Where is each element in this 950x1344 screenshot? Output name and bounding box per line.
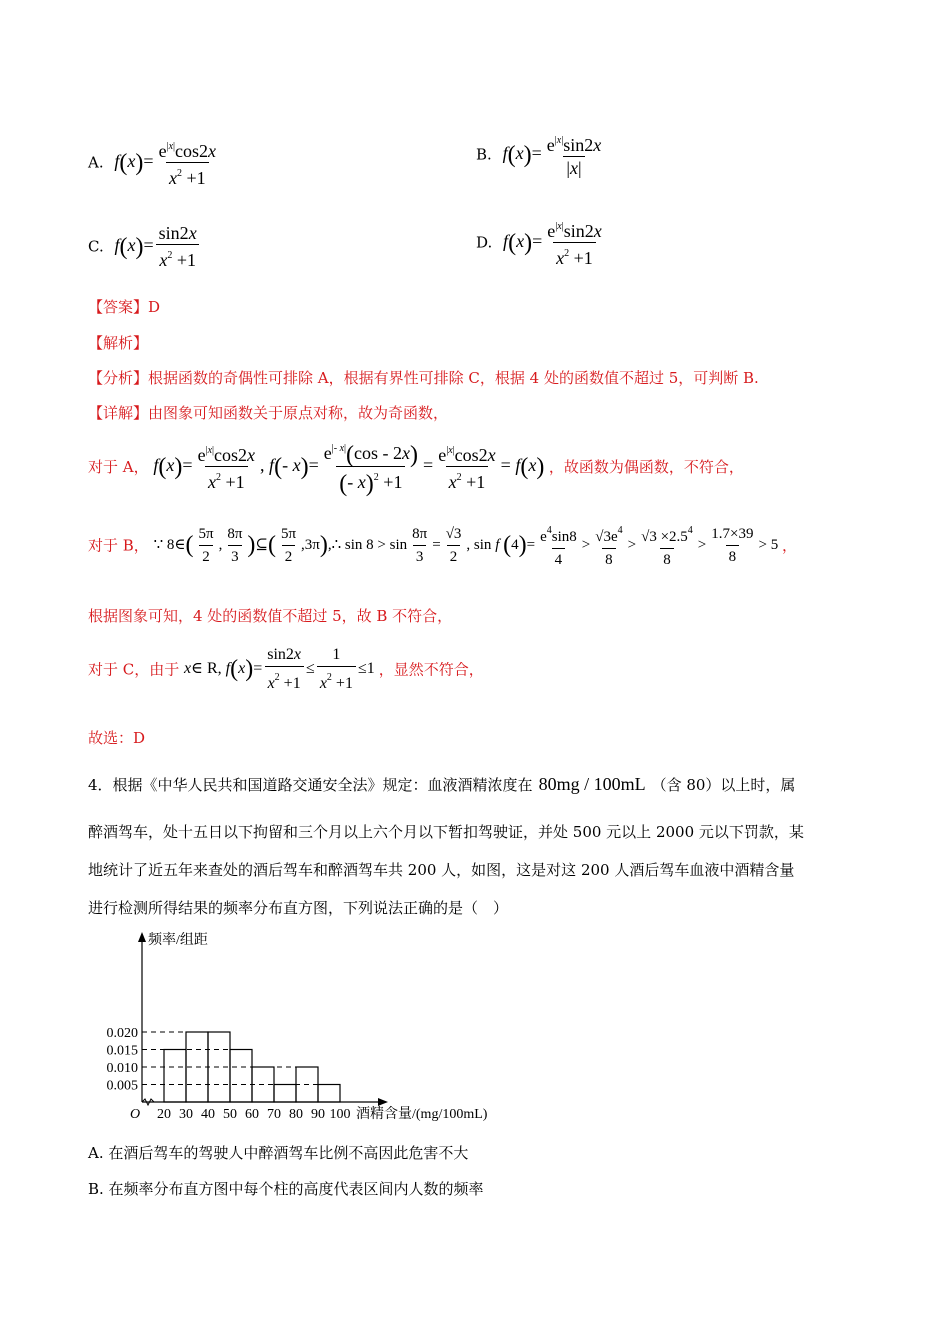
- histogram-bar: [318, 1085, 340, 1103]
- option-b: B. f(x)= $\frac{e^{|x|}\sin 2x}{|x|}$: [476, 135, 602, 178]
- line-b2: 根据图象可知，4 处的函数值不超过 5，故 B 不符合，: [88, 607, 453, 625]
- q4-line3: 地统计了近五年来查处的酒后驾车和醉酒驾车共 200 人，如图，这是对这 200 人酒后驾车血液中酒精含量: [88, 861, 795, 879]
- q4-line4: 进行检测所得结果的频率分布直方图，下列说法正确的是（ ）: [88, 899, 509, 917]
- x-tick-label: 100: [329, 1107, 351, 1122]
- x-axis-arrow: [378, 1098, 388, 1106]
- x-tick-label: 40: [201, 1107, 215, 1122]
- x-tick-label: 20: [157, 1107, 171, 1122]
- y-axis-arrow: [138, 932, 146, 942]
- x-tick-label: 80: [289, 1107, 303, 1122]
- y-tick-label: 0.005: [106, 1078, 138, 1094]
- line-a-prefix: 对于 A，: [88, 458, 149, 477]
- option-d-letter: D.: [476, 233, 493, 252]
- answer-line: [88, 296, 160, 317]
- line-a: [88, 438, 744, 495]
- option-a-fn: f: [114, 150, 120, 171]
- xiangjie-label: 【详解】: [88, 404, 149, 422]
- fenxi-line: [88, 367, 759, 388]
- q4-limit: 80mg / 100mL: [538, 774, 646, 794]
- option-b-letter: B.: [476, 145, 492, 164]
- line-b-math: ∵ 8∈( $\frac{5\pi}{2}$ , $\frac{8\pi}{3}$ )⊆( $\frac{5\pi}{2}$ ,3π),∴ sin 8 > sin $\frac{8\pi}{3}$ = $\frac{√3}{2}$ , sin f (4)= $\frac{e^4\sin 8}{4}$ > $\frac{√3e^4}{8}$ > $\frac{√3 \times 2.5^4}{8}$ > $\frac{1.7\times 39}{8}$ > 5: [154, 537, 782, 553]
- option-c-letter: C.: [88, 237, 104, 256]
- option-d: D. f(x)= $\frac{e^{|x|}\sin 2x}{x^2 +1}$: [476, 221, 602, 268]
- q4-line2: 醉酒驾车，处十五日以下拘留和三个月以上六个月以下暂扣驾驶证，并处 500 元以上 2000 元以下罚款，某: [88, 823, 804, 841]
- fenxi-text: 根据函数的奇偶性可排除 A，根据有界性可排除 C，根据 4 处的函数值不超过 5，可判断 B.: [148, 369, 759, 387]
- x-tick-label: 50: [223, 1107, 237, 1122]
- histogram-bar: [164, 1050, 186, 1103]
- choose-line: 故选：D: [88, 729, 146, 747]
- q4-option-b: B. 在频率分布直方图中每个柱的高度代表区间内人数的频率: [88, 1180, 484, 1198]
- x-tick-label: 30: [179, 1107, 193, 1122]
- line-a-suffix: ，故函数为偶函数，不符合，: [548, 458, 744, 477]
- x-tick-label: 70: [267, 1107, 281, 1122]
- line-a-math: f(x)= $\frac{e^{|x|}\cos 2x}{x^2 +1}$ , f(- x)= $\frac{e^{|- x|}(\cos - 2x)}{(- x)^2 +1}$ = $\frac{e^{|x|}\cos 2x}{x^2 +1}$ = f(x): [153, 442, 545, 497]
- line-c-math: x∈ R, f(x)= $\frac{\sin 2x}{x^2 +1}$ ≤ $\frac{1}{x^2 +1}$ ≤1: [184, 660, 379, 677]
- line-c-prefix: 对于 C，由于: [88, 660, 180, 679]
- q4-line1: 4．根据《中华人民共和国道路交通安全法》规定：血液酒精浓度在 80mg / 100mL （含 80）以上时，属: [88, 774, 796, 794]
- line-b-suffix: ，: [781, 536, 797, 555]
- histogram-bar: [274, 1085, 296, 1103]
- line-c-suffix: ，显然不符合，: [378, 660, 484, 679]
- y-tick-label: 0.010: [106, 1061, 138, 1076]
- xiangjie-line: [88, 402, 448, 423]
- line-c: [88, 644, 484, 695]
- answer-label: 【答案】: [88, 298, 149, 316]
- answer-value: D: [148, 298, 161, 316]
- histogram-bar: [230, 1050, 252, 1103]
- x-tick-label: 90: [311, 1107, 325, 1122]
- analysis-label: 【解析】: [88, 334, 149, 352]
- line-b-prefix: 对于 B，: [88, 536, 149, 555]
- option-c: C. f(x)= $\frac{\sin 2x}{x^2 +1}$: [88, 222, 202, 271]
- line-b: [88, 520, 797, 571]
- q4-option-a: A. 在酒后驾车的驾驶人中醉酒驾车比例不高因此危害不大: [88, 1144, 469, 1162]
- option-a: A. f(x)= $\frac{e^{|x|}\cos 2x}{x^2 +1}$: [88, 141, 217, 188]
- option-a-letter: A.: [88, 153, 104, 172]
- origin-label: O: [130, 1107, 141, 1122]
- histogram-chart: [90, 928, 560, 1128]
- y-tick-label: 0.020: [106, 1026, 138, 1041]
- y-axis-label: 频率/组距: [148, 933, 208, 948]
- x-axis-label: 酒精含量/(mg/100mL): [356, 1107, 488, 1122]
- q4-number: 4．: [88, 776, 113, 794]
- x-tick-label: 60: [245, 1107, 259, 1122]
- fenxi-label: 【分析】: [88, 369, 149, 387]
- xiangjie-text: 由图象可知函数关于原点对称，故为奇函数，: [148, 404, 449, 422]
- y-tick-label: 0.015: [106, 1043, 138, 1059]
